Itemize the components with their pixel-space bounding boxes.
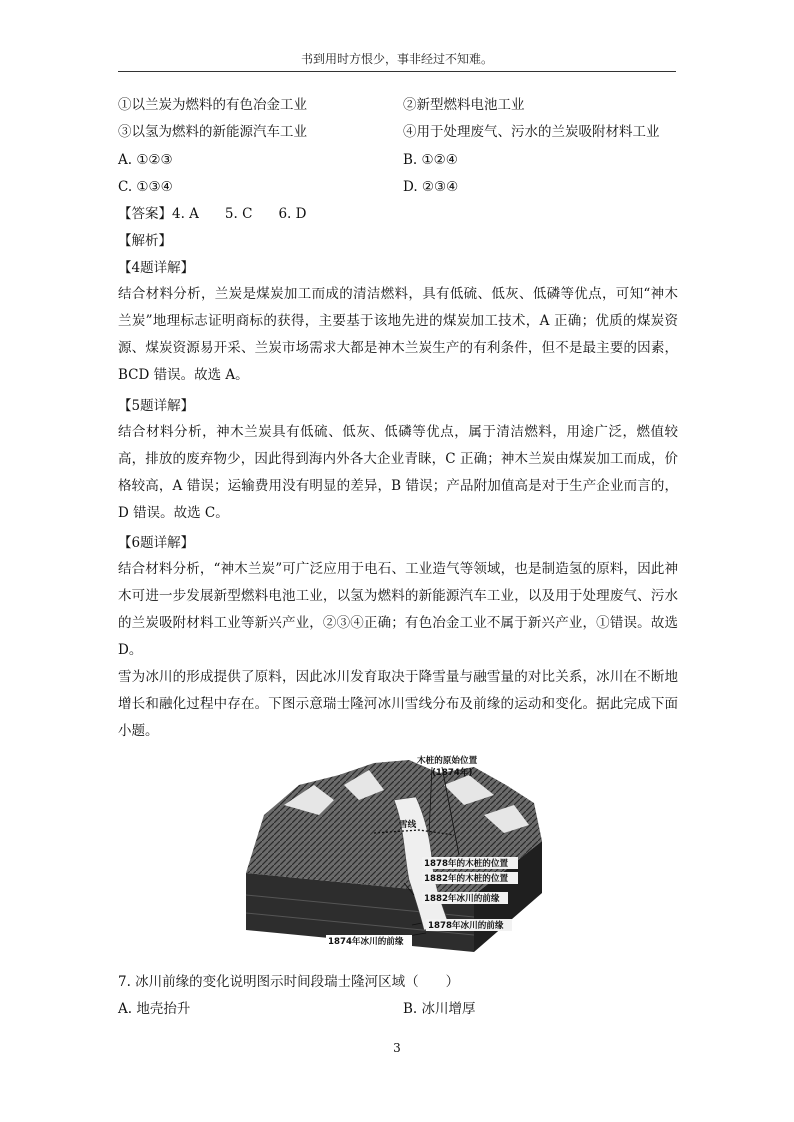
label-front-1878: 1878年冰川的前缘 [428, 921, 504, 931]
glacier-block-diagram [244, 745, 564, 952]
q6-choice-a: A. ①②③ [118, 152, 173, 168]
page-number: 3 [393, 1041, 401, 1055]
answer-line [118, 204, 306, 224]
question-intro: 雪为冰川的形成提供了原料，因此冰川发育取决于降雪量与融雪量的对比关系，冰川在不断地增长和融化过程中存在。下图示意瑞士隆河冰川雪线分布及前缘的运动和变化。据此完成下面小题。 [118, 669, 678, 739]
answer-4: 4. A [172, 206, 199, 222]
q6-option-3: ③以氢为燃料的新能源汽车工业 [118, 124, 307, 140]
detail-5-label: 【5题详解】 [118, 398, 195, 414]
analysis-label: 【解析】 [118, 233, 172, 249]
q6-choice-c: C. ①③④ [118, 179, 173, 195]
detail-4-text: 结合材料分析，兰炭是煤炭加工而成的清洁燃料，具有低硫、低灰、低磷等优点，可知“神木兰炭”地理标志证明商标的获得，主要基于该地先进的煤炭加工技术，A 正确；优质的煤炭资源、煤炭资源易开采、兰炭市场需求大都是神木兰炭生产的有利条件，但不是最主要的因素，BCD 错误。故选 A。 [118, 286, 678, 383]
q6-option-1: ①以兰炭为燃料的有色冶金工业 [118, 97, 307, 113]
q7-choice-b: B. 冰川增厚 [403, 1001, 476, 1017]
detail-6-label: 【6题详解】 [118, 535, 195, 551]
answer-6: 6. D [278, 206, 307, 222]
label-stake-1878: 1878年的木桩的位置 [424, 859, 509, 869]
answer-label: 【答案】 [118, 206, 172, 222]
q7-choice-a: A. 地壳抬升 [118, 1001, 191, 1017]
detail-6-text: 结合材料分析，“神木兰炭”可广泛应用于电石、工业造气等领域，也是制造氢的原料，因此神木可进一步发展新型燃料电池工业，以氢为燃料的新能源汽车工业，以及用于处理废气、污水的兰炭吸附材料工业等新兴产业，②③④正确；有色冶金工业不属于新兴产业，①错误。故选 D。 [118, 561, 678, 658]
header-divider [118, 71, 676, 72]
detail-4-label: 【4题详解】 [118, 260, 195, 276]
label-front-1882: 1882年冰川的前缘 [424, 894, 500, 904]
label-stake-original: 木桩的原始位置 [417, 756, 478, 766]
label-snowline: 雪线 [399, 820, 417, 830]
answer-5: 5. C [224, 206, 253, 222]
detail-5-text: 结合材料分析，神木兰炭具有低硫、低灰、低磷等优点，属于清洁燃料，用途广泛，燃值较高，排放的废弃物少，因此得到海内外各大企业青睐，C 正确；神木兰炭由煤炭加工而成，价格较高，A 错误；运输费用没有明显的差异，B 错误；产品附加值高是对于生产企业而言的，D 错误。故选 C。 [118, 424, 678, 521]
q6-choice-b: B. ①②④ [403, 152, 458, 168]
page-header-motto: 书到用时方恨少，事非经过不知难。 [300, 52, 493, 66]
q6-option-4: ④用于处理废气、污水的兰炭吸附材料工业 [403, 124, 660, 140]
label-stake-1882: 1882年的木桩的位置 [424, 874, 509, 884]
label-stake-original-year: (1874年) [432, 768, 473, 778]
q6-option-2: ②新型燃料电池工业 [403, 97, 525, 113]
q6-choice-d: D. ②③④ [403, 179, 459, 195]
q7-stem: 7. 冰川前缘的变化说明图示时间段瑞士隆河区域（ ） [118, 974, 460, 990]
glacier-figure [244, 745, 564, 952]
label-front-1874: 1874年冰川的前缘 [328, 937, 404, 947]
